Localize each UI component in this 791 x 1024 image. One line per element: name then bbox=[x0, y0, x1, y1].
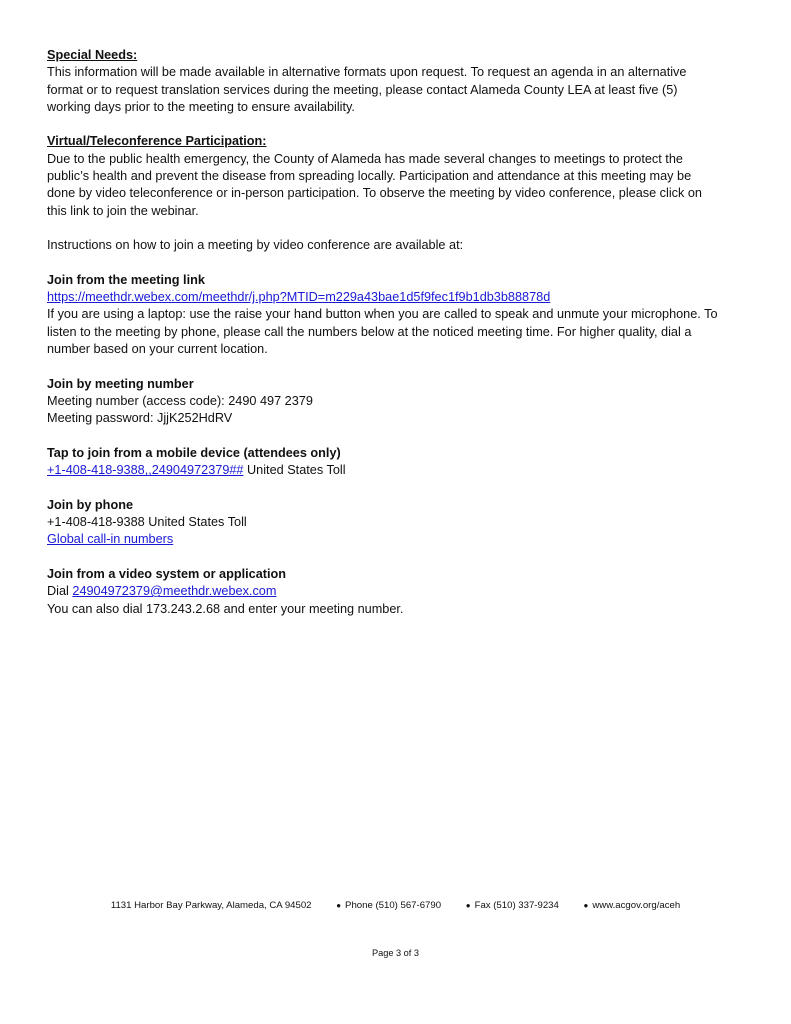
special-needs-heading: Special Needs: bbox=[47, 48, 138, 62]
virtual-participation-section bbox=[47, 133, 752, 219]
footer-address: 1131 Harbor Bay Parkway, Alameda, CA 94502 bbox=[110, 900, 312, 911]
video-system-heading: Join from a video system or application bbox=[47, 566, 287, 581]
dial-prefix: Dial bbox=[47, 584, 73, 599]
phone-number: +1-408-418-9388 United States Toll bbox=[47, 515, 247, 530]
page-number: Page 3 of 3 bbox=[372, 948, 419, 958]
bullet-icon: ● bbox=[336, 901, 342, 910]
meeting-access-code: Meeting number (access code): 2490 497 2379 bbox=[47, 393, 313, 408]
mobile-heading: Tap to join from a mobile device (attendees only) bbox=[47, 445, 341, 460]
instructions-section bbox=[47, 237, 752, 254]
virtual-line: public’s health and prevent the disease from spreading locally. Participation and attendance at this meeting may be bbox=[47, 169, 692, 184]
meeting-link-url[interactable]: https://meethdr.webex.com/meethdr/j.php?MTID=m229a43bae1d5f9fec1f9b1db3b88878d bbox=[47, 290, 551, 305]
mobile-section bbox=[47, 445, 752, 480]
global-call-in-link[interactable]: Global call-in numbers bbox=[47, 532, 174, 547]
instructions-text: Instructions on how to join a meeting by video conference are available at: bbox=[47, 238, 464, 253]
meeting-link-line: If you are using a laptop: use the raise your hand button when you are called to speak and unmute your microphone. To bbox=[47, 307, 718, 322]
footer-website: www.acgov.org/aceh bbox=[592, 900, 681, 911]
video-system-section bbox=[47, 566, 752, 618]
phone-heading: Join by phone bbox=[47, 497, 133, 512]
meeting-link-section bbox=[47, 272, 752, 358]
meeting-link-heading: Join from the meeting link bbox=[47, 272, 205, 287]
document-body bbox=[47, 47, 752, 635]
special-needs-line: format or to request translation services during the meeting, please contact Alameda County LEA at least five (5) bbox=[47, 82, 678, 97]
bullet-icon: ● bbox=[583, 901, 589, 910]
video-dial-link[interactable]: 24904972379@meethdr.webex.com bbox=[72, 584, 277, 599]
special-needs-section bbox=[47, 47, 752, 116]
virtual-participation-heading: Virtual/Teleconference Participation: bbox=[47, 134, 267, 149]
virtual-line: Due to the public health emergency, the County of Alameda has made several changes to meetings to protect the bbox=[47, 151, 683, 166]
page-footer bbox=[0, 900, 791, 911]
meeting-link-line: listen to the meeting by phone, please call the numbers below at the noticed meeting time. For higher quality, dial a bbox=[47, 324, 692, 339]
special-needs-line: This information will be made available in alternative formats upon request. To request an agenda in an alternative bbox=[47, 65, 687, 80]
meeting-password: Meeting password: JjjK252HdRV bbox=[47, 411, 233, 426]
footer-phone: Phone (510) 567-6790 bbox=[345, 900, 442, 911]
phone-section bbox=[47, 497, 752, 549]
meeting-number-heading: Join by meeting number bbox=[47, 376, 194, 391]
mobile-dial-link[interactable]: +1-408-418-9388,,24904972379## bbox=[47, 463, 244, 478]
bullet-icon: ● bbox=[465, 901, 471, 910]
video-alt-dial: You can also dial 173.243.2.68 and enter your meeting number. bbox=[47, 601, 404, 616]
mobile-toll-label: United States Toll bbox=[243, 463, 346, 478]
footer-fax: Fax (510) 337-9234 bbox=[474, 900, 559, 911]
special-needs-line: working days prior to the meeting to ensure availability. bbox=[47, 99, 355, 114]
meeting-link-line: number based on your current location. bbox=[47, 342, 268, 357]
virtual-line: done by video teleconference or in-person participation. To observe the meeting by video conference, please click on bbox=[47, 186, 702, 201]
virtual-line: this link to join the webinar. bbox=[47, 203, 199, 218]
meeting-number-section bbox=[47, 376, 752, 428]
